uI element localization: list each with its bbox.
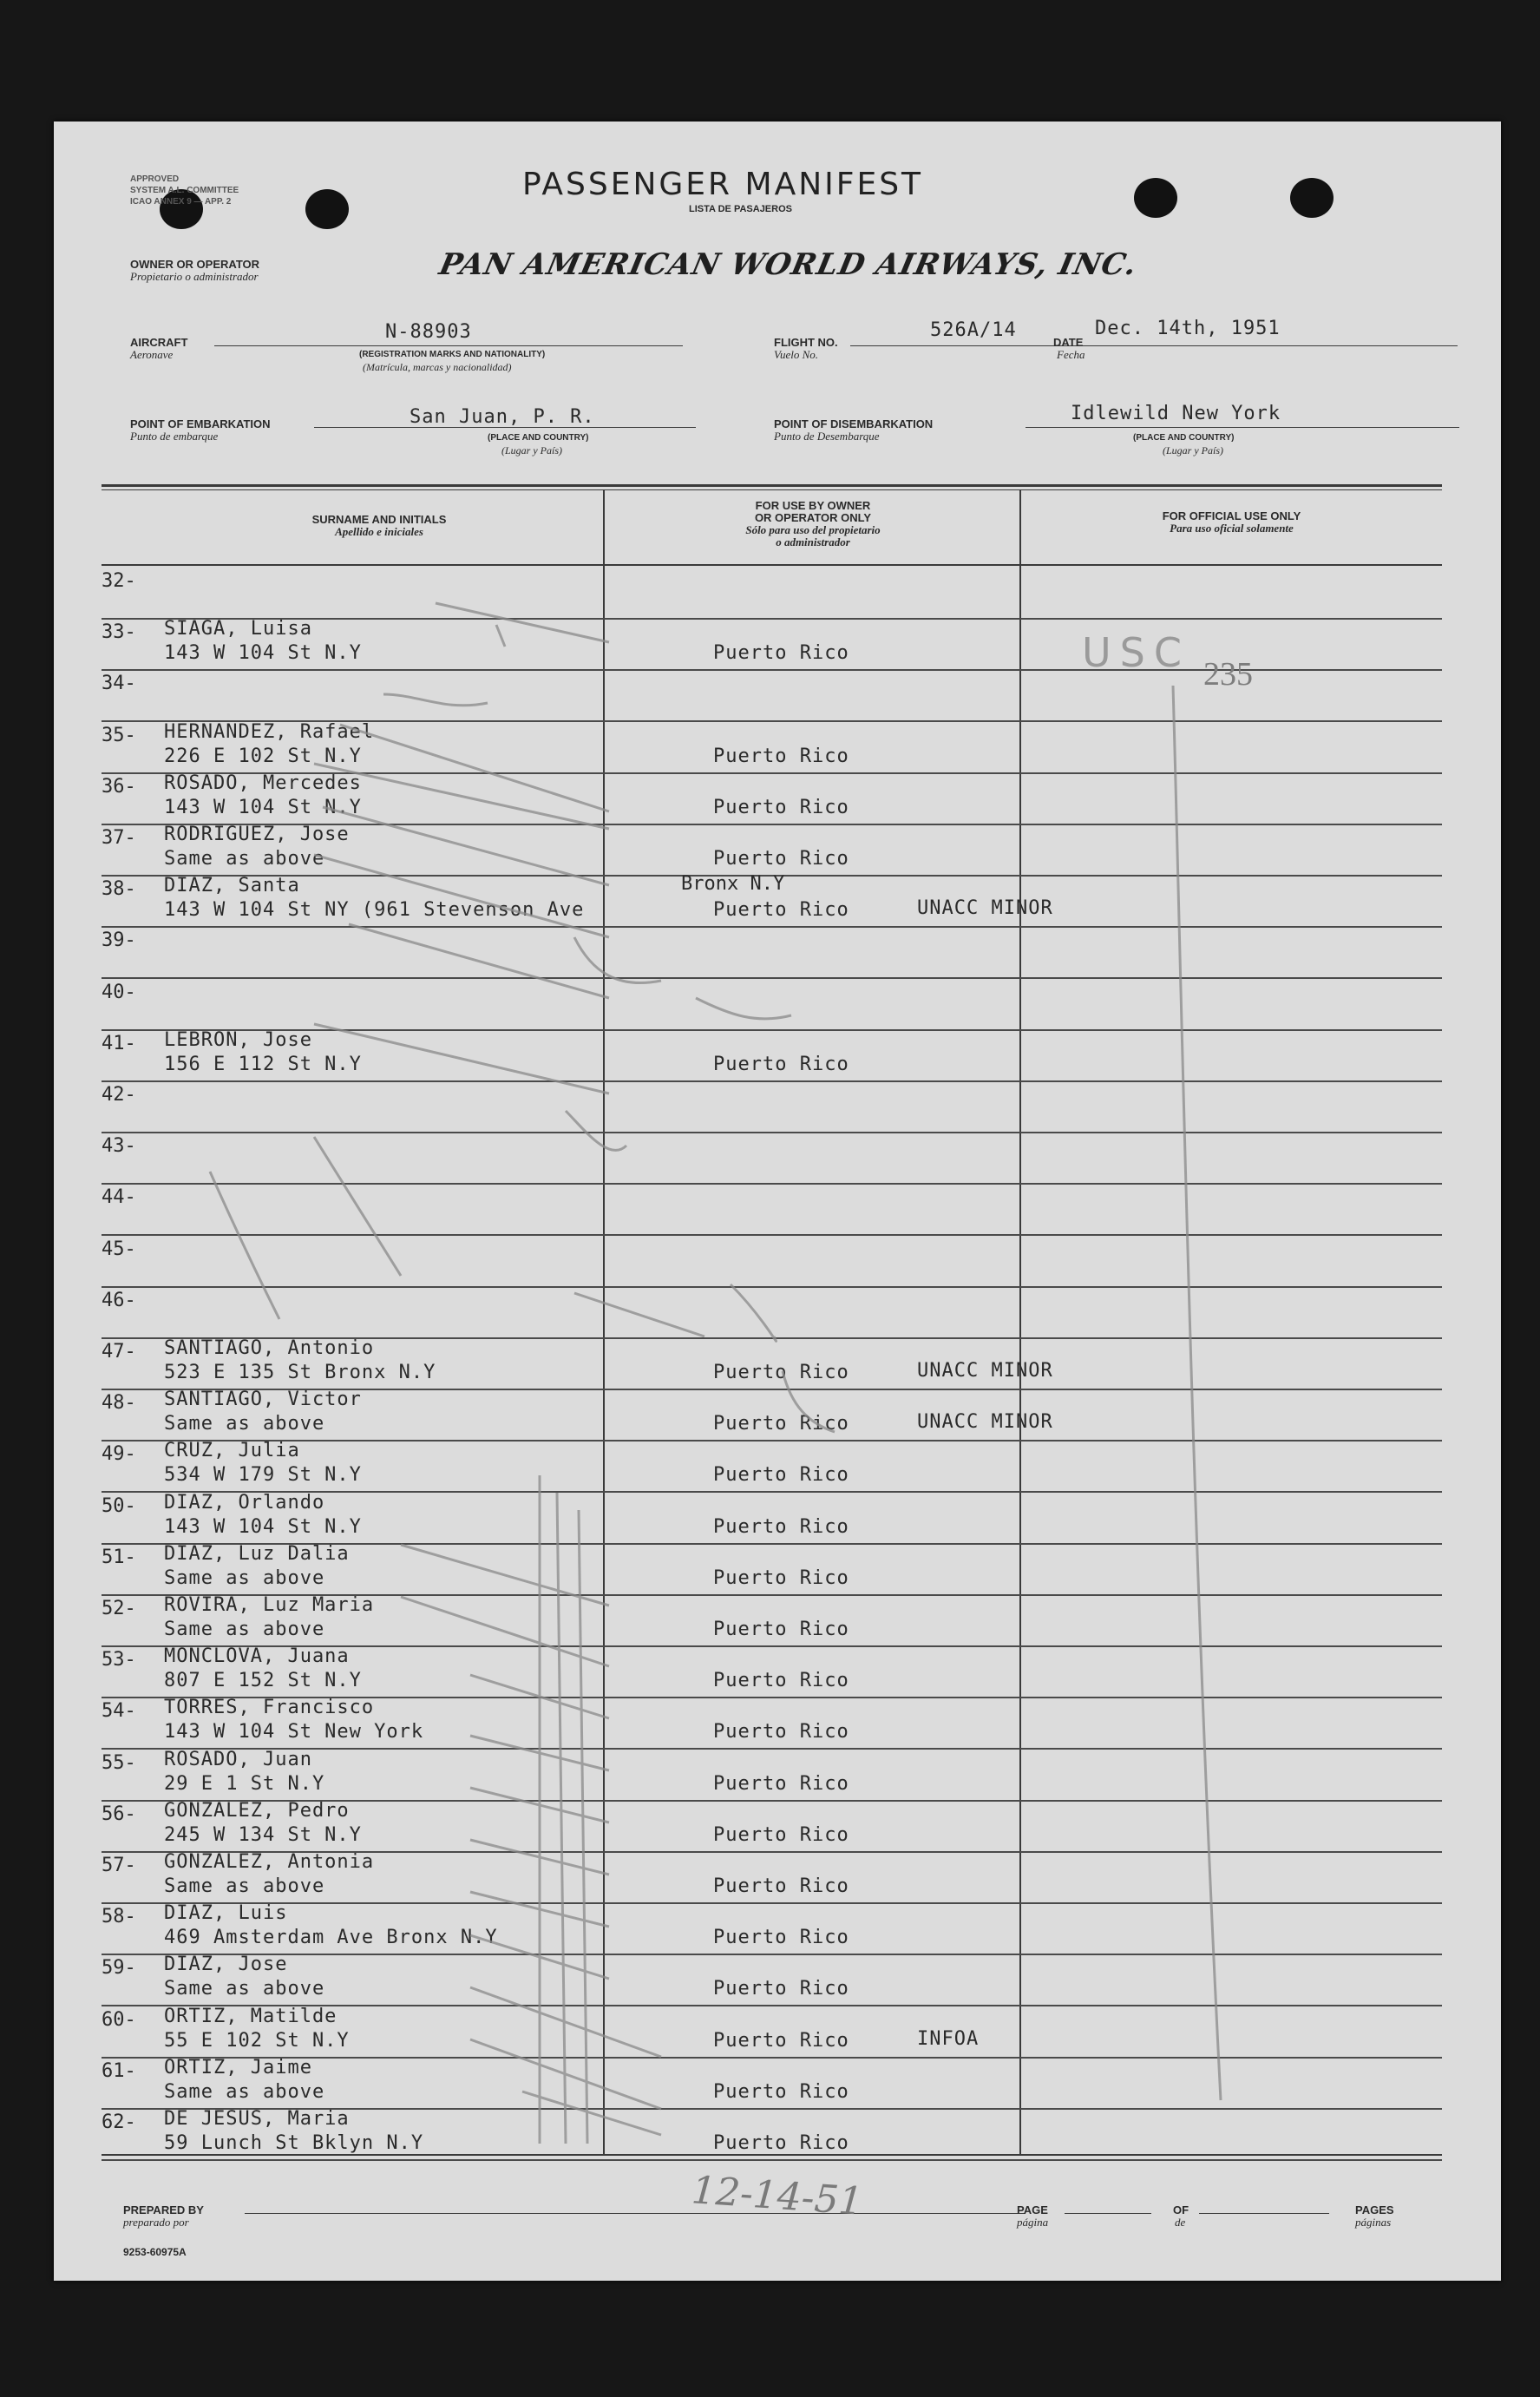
passenger-address: 143 W 104 St New York <box>164 1721 424 1744</box>
date-label: DATE <box>1053 336 1084 349</box>
passenger-name: DIAZ, Santa <box>164 875 300 897</box>
passenger-address: Same as above <box>164 1619 325 1640</box>
passenger-nationality: Puerto Rico <box>713 1823 849 1846</box>
row-number: 47- <box>102 1341 136 1363</box>
embark-place-caption-es: (Lugar y País) <box>501 444 562 456</box>
form-number: 9253-60975A <box>123 2246 187 2258</box>
passenger-note: INFOA <box>917 2027 980 2050</box>
passenger-name: HERNANDEZ, Rafael <box>164 720 375 743</box>
passenger-name: SANTIAGO, Antonio <box>164 1337 375 1359</box>
page-title: PASSENGER MANIFEST <box>522 167 924 202</box>
col2-header: FOR USE BY OWNER OR OPERATOR ONLY Sólo para uso del propietario o administrador <box>745 499 881 548</box>
embark-value: San Juan, P. R. <box>410 406 595 428</box>
row-number: 62- <box>102 2111 136 2133</box>
of-label-es: de <box>1175 2216 1186 2229</box>
passenger-address: Same as above <box>164 1566 325 1589</box>
passenger-address: Same as above <box>164 1978 325 2000</box>
passenger-address: 523 E 135 St Bronx N.Y <box>164 1362 436 1383</box>
passenger-nationality: Puerto Rico <box>713 899 849 922</box>
passenger-address: 156 E 112 St N.Y <box>164 1053 362 1075</box>
passenger-nationality: Puerto Rico <box>713 1566 849 1589</box>
company-name: PAN AMERICAN WORLD AIRWAYS, INC. <box>436 247 1141 282</box>
passenger-name: GONZALEZ, Pedro <box>164 1799 350 1822</box>
disembark-place-caption-es: (Lugar y País) <box>1163 444 1223 456</box>
pages-label-es: páginas <box>1355 2216 1392 2229</box>
passenger-nationality: Puerto Rico <box>713 1464 849 1487</box>
passenger-nationality: Puerto Rico <box>713 1875 849 1897</box>
disembark-label: POINT OF DISEMBARKATION <box>774 417 934 430</box>
owner-label-es: Propietario o administrador <box>130 270 259 283</box>
manifest-sheet <box>54 121 1501 2281</box>
disembark-label-es: Punto de Desembarque <box>774 430 880 443</box>
passenger-address: Same as above <box>164 1413 325 1435</box>
aircraft-label: AIRCRAFT <box>130 336 188 349</box>
row-number: 37- <box>102 827 136 849</box>
row-number: 53- <box>102 1649 136 1671</box>
passenger-name: LEBRON, Jose <box>164 1028 312 1051</box>
passenger-nationality: Puerto Rico <box>713 1927 849 1949</box>
passenger-address: 807 E 152 St N.Y <box>164 1670 362 1692</box>
passenger-address: 534 W 179 St N.Y <box>164 1464 362 1487</box>
passenger-name: RODRIGUEZ, Jose <box>164 824 350 845</box>
passenger-address: 143 W 104 St N.Y <box>164 796 362 818</box>
prepared-label: PREPARED BY <box>123 2203 204 2216</box>
row-number: 60- <box>102 2008 136 2031</box>
aircraft-label-es: Aeronave <box>130 348 174 361</box>
passenger-nationality: Puerto Rico <box>713 745 849 767</box>
row-number: 41- <box>102 1032 136 1054</box>
of-label: OF <box>1173 2203 1189 2216</box>
passenger-nationality: Puerto Rico <box>713 1772 849 1795</box>
row-number: 43- <box>102 1135 136 1158</box>
col3-header: FOR OFFICIAL USE ONLY Para uso oficial solamente <box>1162 509 1301 535</box>
row-number: 54- <box>102 1700 136 1723</box>
row-number: 32- <box>102 570 136 592</box>
date-label-es: Fecha <box>1057 348 1085 361</box>
passenger-address: 143 W 104 St NY (961 Stevenson Ave <box>164 899 585 922</box>
row-number: 46- <box>102 1289 136 1311</box>
page-label-es: página <box>1017 2216 1049 2229</box>
page-label: PAGE <box>1017 2203 1048 2216</box>
passenger-nationality: Puerto Rico <box>713 1515 849 1538</box>
row-number: 58- <box>102 1906 136 1928</box>
embark-place-caption: (PLACE AND COUNTRY) <box>488 433 589 443</box>
owner-label: OWNER OR OPERATOR <box>130 258 260 271</box>
row-number: 50- <box>102 1494 136 1517</box>
pencil-marks <box>54 121 1501 2281</box>
passenger-address: Same as above <box>164 848 325 870</box>
passenger-nationality: Puerto Rico <box>713 1413 849 1435</box>
flight-label: FLIGHT NO. <box>774 336 838 349</box>
aircraft-caption-es: (Matrícula, marcas y nacionalidad) <box>363 361 512 373</box>
passenger-address: 245 W 134 St N.Y <box>164 1823 362 1846</box>
passenger-name: ROSADO, Mercedes <box>164 772 362 794</box>
embark-label: POINT OF EMBARKATION <box>130 417 271 430</box>
passenger-name: MONCLOVA, Juana <box>164 1645 350 1668</box>
row-number: 57- <box>102 1855 136 1876</box>
disembark-place-caption: (PLACE AND COUNTRY) <box>1133 433 1235 443</box>
col1-header: SURNAME AND INITIALS Apellido e iniciales <box>311 513 447 538</box>
embark-label-es: Punto de embarque <box>130 430 219 443</box>
passenger-address: 143 W 104 St N.Y <box>164 1515 362 1538</box>
passenger-address: Same as above <box>164 1875 325 1897</box>
official-stamp-number: 235 <box>1203 656 1253 693</box>
passenger-nationality: Puerto Rico <box>713 642 849 665</box>
disembark-value: Idlewild New York <box>1071 403 1281 424</box>
passenger-name: GONZALEZ, Antonia <box>164 1851 375 1873</box>
passenger-address: 29 E 1 St N.Y <box>164 1772 325 1795</box>
passenger-name: ORTIZ, Jaime <box>164 2056 312 2078</box>
official-stamp-text: USC <box>1082 629 1190 676</box>
row-number: 49- <box>102 1443 136 1466</box>
prepared-label-es: preparado por <box>123 2216 189 2229</box>
passenger-nationality: Puerto Rico <box>713 2080 849 2103</box>
approval-block: APPROVED SYSTEM A.L. COMMITTEE ICAO ANNEX 9 — APP. 2 <box>130 174 239 207</box>
passenger-address: 59 Lunch St Bklyn N.Y <box>164 2132 424 2154</box>
row-number: 44- <box>102 1186 136 1209</box>
passenger-name: ROVIRA, Luz Maria <box>164 1594 375 1616</box>
passenger-nationality: Puerto Rico <box>713 1670 849 1692</box>
passenger-name: TORRES, Francisco <box>164 1697 375 1719</box>
flight-value: 526A/14 <box>930 319 1017 341</box>
passenger-address: 143 W 104 St N.Y <box>164 642 362 665</box>
passenger-address-extra: Bronx N.Y <box>681 873 785 896</box>
passenger-nationality: Puerto Rico <box>713 1721 849 1744</box>
passenger-name: CRUZ, Julia <box>164 1440 300 1462</box>
passenger-nationality: Puerto Rico <box>713 2029 849 2052</box>
row-number: 34- <box>102 673 136 695</box>
flight-label-es: Vuelo No. <box>774 348 819 361</box>
passenger-nationality: Puerto Rico <box>713 1053 849 1075</box>
passenger-note: UNACC MINOR <box>917 897 1053 920</box>
passenger-name: ORTIZ, Matilde <box>164 2005 337 2027</box>
row-number: 51- <box>102 1546 136 1568</box>
row-number: 45- <box>102 1238 136 1260</box>
passenger-nationality: Puerto Rico <box>713 848 849 870</box>
passenger-nationality: Puerto Rico <box>713 1619 849 1640</box>
row-number: 56- <box>102 1803 136 1825</box>
row-number: 59- <box>102 1957 136 1980</box>
row-number: 40- <box>102 981 136 1003</box>
row-number: 48- <box>102 1392 136 1415</box>
row-number: 36- <box>102 775 136 798</box>
handwritten-date: 12-14-51 <box>690 2168 865 2224</box>
passenger-address: 469 Amsterdam Ave Bronx N.Y <box>164 1927 498 1949</box>
passenger-name: DIAZ, Orlando <box>164 1491 325 1514</box>
row-number: 42- <box>102 1084 136 1106</box>
row-number: 35- <box>102 724 136 746</box>
passenger-nationality: Puerto Rico <box>713 1362 849 1383</box>
passenger-address: 55 E 102 St N.Y <box>164 2029 350 2052</box>
passenger-name: DIAZ, Luz Dalia <box>164 1542 350 1565</box>
row-number: 38- <box>102 878 136 901</box>
passenger-name: SIAGA, Luisa <box>164 618 312 640</box>
page-subtitle: LISTA DE PASAJEROS <box>689 204 792 214</box>
passenger-nationality: Puerto Rico <box>713 796 849 818</box>
row-number: 39- <box>102 929 136 952</box>
passenger-name: DIAZ, Jose <box>164 1954 288 1976</box>
prepared-line <box>245 2213 1026 2214</box>
date-value: Dec. 14th, 1951 <box>1095 318 1281 339</box>
aircraft-value: N-88903 <box>385 321 472 343</box>
passenger-note: UNACC MINOR <box>917 1411 1053 1434</box>
of-line <box>1199 2213 1329 2214</box>
page-line <box>1065 2213 1151 2214</box>
passenger-nationality: Puerto Rico <box>713 1978 849 2000</box>
passenger-name: ROSADO, Juan <box>164 1748 312 1770</box>
passenger-address: 226 E 102 St N.Y <box>164 745 362 767</box>
passenger-name: DIAZ, Luis <box>164 1902 288 1925</box>
passenger-nationality: Puerto Rico <box>713 2132 849 2154</box>
passenger-name: DE JESUS, Maria <box>164 2108 350 2130</box>
row-number: 61- <box>102 2059 136 2082</box>
row-number: 33- <box>102 621 136 644</box>
row-number: 55- <box>102 1751 136 1774</box>
aircraft-caption: (REGISTRATION MARKS AND NATIONALITY) <box>359 350 546 359</box>
passenger-note: UNACC MINOR <box>917 1360 1053 1382</box>
passenger-name: SANTIAGO, Victor <box>164 1389 362 1411</box>
passenger-address: Same as above <box>164 2080 325 2103</box>
pages-label: PAGES <box>1355 2203 1394 2216</box>
row-number: 52- <box>102 1598 136 1619</box>
